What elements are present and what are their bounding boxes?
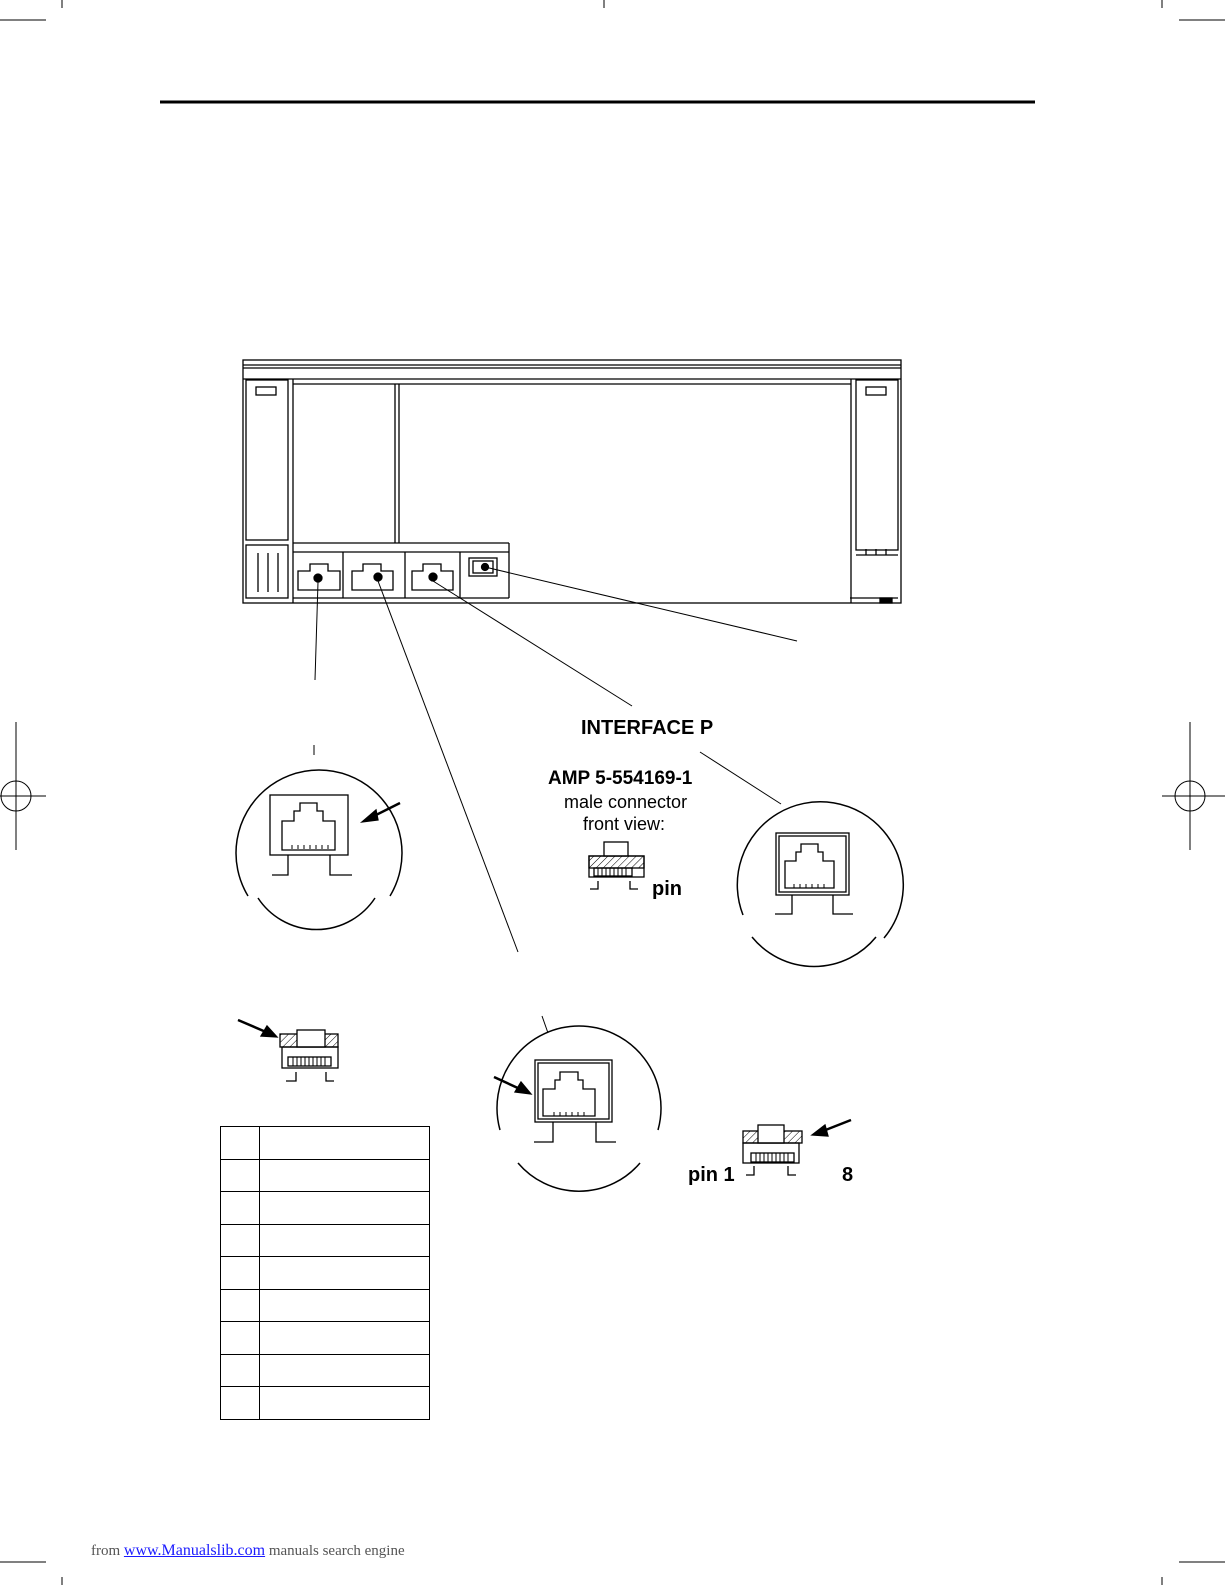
- port-2: [352, 564, 393, 590]
- pin-label: pin: [652, 878, 682, 900]
- footer-suffix: manuals search engine: [268, 1543, 405, 1559]
- pin-signal-cell: [260, 1127, 430, 1160]
- pin-signal-cell: [260, 1387, 430, 1420]
- pin-signal-cell: [260, 1354, 430, 1387]
- footer-prefix: from: [91, 1543, 121, 1559]
- port-4-small: [469, 558, 497, 576]
- table-row: [221, 1192, 430, 1225]
- detail-circle-bottom: [494, 1026, 661, 1191]
- table-row: [221, 1387, 430, 1420]
- pin-one-label: pin 1: [688, 1164, 735, 1186]
- pin-signal-cell: [260, 1192, 430, 1225]
- connector-type: male connector: [564, 792, 688, 812]
- table-row: [221, 1354, 430, 1387]
- detail-circle-right: [737, 802, 903, 967]
- pin-number-cell: [221, 1354, 260, 1387]
- pin-signal-cell: [260, 1159, 430, 1192]
- pin-number-cell: [221, 1224, 260, 1257]
- pin-number-cell: [221, 1192, 260, 1225]
- detail-circle-left: [236, 770, 402, 930]
- leader-lines: [314, 567, 797, 1033]
- device-housing: [243, 360, 901, 603]
- pin-number-cell: [221, 1127, 260, 1160]
- footer: [91, 1542, 405, 1560]
- table-row: [221, 1224, 430, 1257]
- pin-signal-cell: [260, 1322, 430, 1355]
- pin-eight-label: 8: [842, 1164, 854, 1186]
- pin-signal-cell: [260, 1257, 430, 1290]
- connector-view: front view:: [583, 814, 666, 834]
- pin-signal-cell: [260, 1224, 430, 1257]
- table-row: [221, 1289, 430, 1322]
- table-row: [221, 1322, 430, 1355]
- port-3: [412, 564, 453, 590]
- plug-icon-right: [743, 1120, 851, 1175]
- table-row: [221, 1159, 430, 1192]
- plug-icon-left: [238, 1020, 338, 1081]
- pin-number-cell: [221, 1257, 260, 1290]
- pin-assignment-table: [220, 1126, 430, 1420]
- manualslib-link[interactable]: www.Manualslib.com: [123, 1542, 266, 1559]
- table-row: [221, 1257, 430, 1290]
- pin-signal-cell: [260, 1289, 430, 1322]
- table-row: [221, 1127, 430, 1160]
- pin-number-cell: [221, 1159, 260, 1192]
- pin-number-cell: [221, 1322, 260, 1355]
- connector-part-number: AMP 5-554169-1: [548, 768, 693, 789]
- pin-number-cell: [221, 1289, 260, 1322]
- port-1: [298, 564, 340, 590]
- plug-icon-center: [589, 842, 644, 889]
- pin-number-cell: [221, 1387, 260, 1420]
- interface-label: INTERFACE P: [581, 717, 714, 739]
